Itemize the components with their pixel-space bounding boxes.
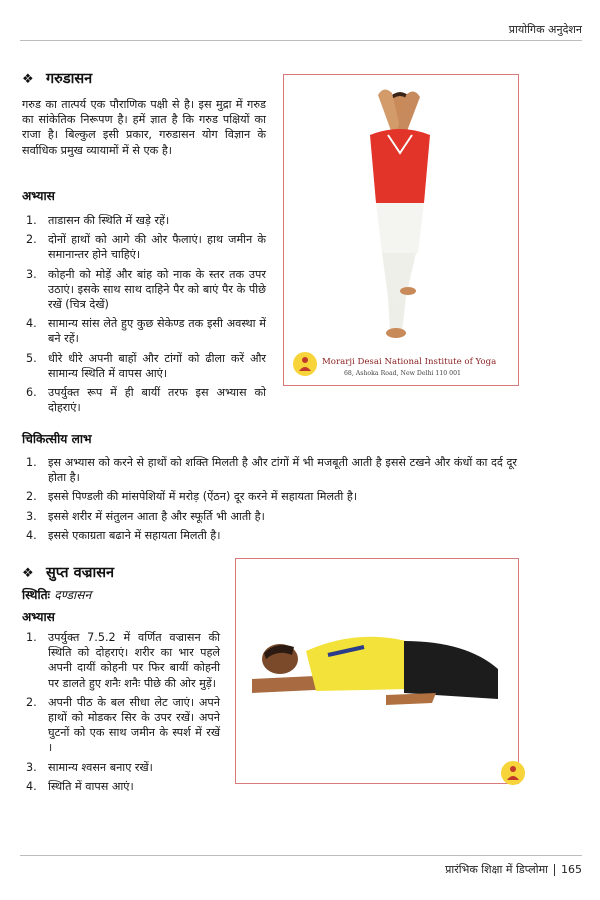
position-value: दण्डासन [54, 588, 92, 602]
list-text: कोहनी को मोड़ें और बांह को नाक के स्तर तक उपर उठाएं। इसके साथ साथ दाहिने पैर को बाएं पैर के पीछे रखें (चित्र देखें) [48, 267, 266, 312]
section-title: सुप्त वज्रासन [46, 565, 115, 581]
page-number: 165 [561, 863, 582, 876]
diamond-bullet-icon: ❖ [22, 72, 34, 87]
course-title: प्रारंभिक शिक्षा में डिप्लोमा [445, 863, 548, 876]
list-text: इससे पिण्डली की मांसपेशियों में मरोड़ (ऐंठन) दूर करने में सहायता मिलती है। [48, 490, 358, 504]
institute-logo-icon [500, 760, 526, 786]
list-item [22, 509, 517, 524]
list-number: 4. [26, 317, 37, 331]
practice-steps-list [22, 213, 266, 419]
list-item [22, 630, 220, 691]
page-footer [445, 862, 582, 877]
figure-caption [322, 357, 516, 379]
list-number: 3. [26, 760, 37, 774]
list-item [22, 455, 517, 485]
list-item [22, 489, 517, 504]
list-number: 2. [26, 490, 37, 504]
list-number: 5. [26, 351, 37, 365]
section-heading-supta-vajrasana [22, 562, 114, 582]
list-number: 3. [26, 509, 37, 523]
list-number: 6. [26, 386, 37, 400]
garudasana-figure-icon [284, 75, 518, 385]
section-title: गरुडासन [46, 71, 93, 87]
list-item [22, 351, 266, 381]
running-head: प्रायोगिक अनुदेशन [508, 23, 582, 36]
diamond-bullet-icon: ❖ [22, 566, 34, 581]
list-item [22, 385, 266, 415]
list-text: सामान्य श्वसन बनाए रखें। [48, 760, 153, 774]
benefits-heading: चिकित्सीय लाभ [22, 432, 92, 446]
list-number: 1. [26, 631, 37, 644]
position-line [22, 586, 91, 603]
list-text: इस अभ्यास को करने से हाथों को शक्ति मिलती है और टांगों में भी मजबूती आती है इससे टखने और कंधों का दर्द दूर होता है। [48, 456, 517, 485]
section-heading-garudasana [22, 68, 92, 88]
list-number: 4. [26, 528, 37, 542]
list-number: 1. [26, 456, 37, 469]
list-text: इससे एकाग्रता बढाने में सहायता मिलती है। [48, 528, 221, 542]
list-number: 1. [26, 214, 37, 227]
list-number: 3. [26, 267, 37, 281]
list-number: 4. [26, 779, 37, 793]
list-text: उपर्युक्त 7.5.2 में वर्णित वज्रासन की स्थिति को दोहराएं। शरीर का भार पहले अपनी दायीं कोहनी पर फिर बायीं कोहनी पर डालते हुए शनैः शनैः पीछे की ओर मुड़ें। [48, 631, 220, 690]
footer-separator [554, 864, 555, 876]
practice-steps-list-2 [22, 630, 220, 798]
list-item [22, 779, 220, 794]
header-rule [20, 40, 582, 41]
list-item [22, 695, 220, 756]
supta-vajrasana-figure-icon [236, 559, 518, 783]
caption-institute-name: Morarji Desai National Institute of Yoga [322, 357, 497, 367]
footer-rule [20, 855, 582, 856]
list-number: 2. [26, 233, 37, 247]
list-text: अपनी पीठ के बल सीधा लेट जाएं। अपने हाथों को मोडकर सिर के उपर रखें। अपने घुटनों को एक साथ जमीन के स्पर्श में रखें । [48, 695, 220, 755]
list-text: सामान्य सांस लेते हुए कुछ सेकेण्ड तक इसी अवस्था में बने रहें। [48, 317, 266, 346]
list-text: दोनों हाथों को आगे की ओर फैलाएं। हाथ जमीन के समानान्तर होने चाहिएं। [48, 233, 266, 262]
practice-heading: अभ्यास [22, 189, 55, 203]
list-item [22, 267, 266, 313]
benefits-list [22, 455, 517, 547]
garudasana-photo [283, 74, 519, 386]
list-item [22, 316, 266, 346]
list-text: धीरे धीरे अपनी बाहों और टांगों को ढीला करें और सामान्य स्थिति में वापस आएं। [48, 351, 266, 380]
list-text: ताडासन की स्थिति में खड़े रहें। [48, 214, 170, 227]
list-text: इससे शरीर में संतुलन आता है और स्फूर्ति भी आती है। [48, 509, 265, 523]
list-item [22, 760, 220, 775]
practice-heading-2: अभ्यास [22, 610, 55, 624]
supta-vajrasana-photo [235, 558, 519, 784]
intro-paragraph: गरुड का तात्पर्य एक पौराणिक पक्षी से है। इस मुद्रा में गरुड का सांकेतिक निरूपण है। हमें ज्ञात है कि गरुड पक्षियों का राजा है। बिल्कुल इसी प्रकार, गरुडासन योग विज्ञान के सर्वाधिक प्रमुख व्यायामों में से एक है। [22, 98, 266, 157]
list-text: उपर्युक्त रूप में ही बायीं तरफ इस अभ्यास को दोहराएं। [48, 386, 266, 415]
list-item [22, 528, 517, 543]
caption-address: 68, Ashoka Road, New Delhi 110 001 [344, 370, 461, 377]
list-item [22, 213, 266, 228]
institute-logo-icon [292, 351, 318, 377]
list-number: 2. [26, 695, 37, 709]
list-text: स्थिति में वापस आएं। [48, 779, 134, 793]
list-item [22, 232, 266, 262]
position-label: स्थितिः [22, 588, 51, 602]
